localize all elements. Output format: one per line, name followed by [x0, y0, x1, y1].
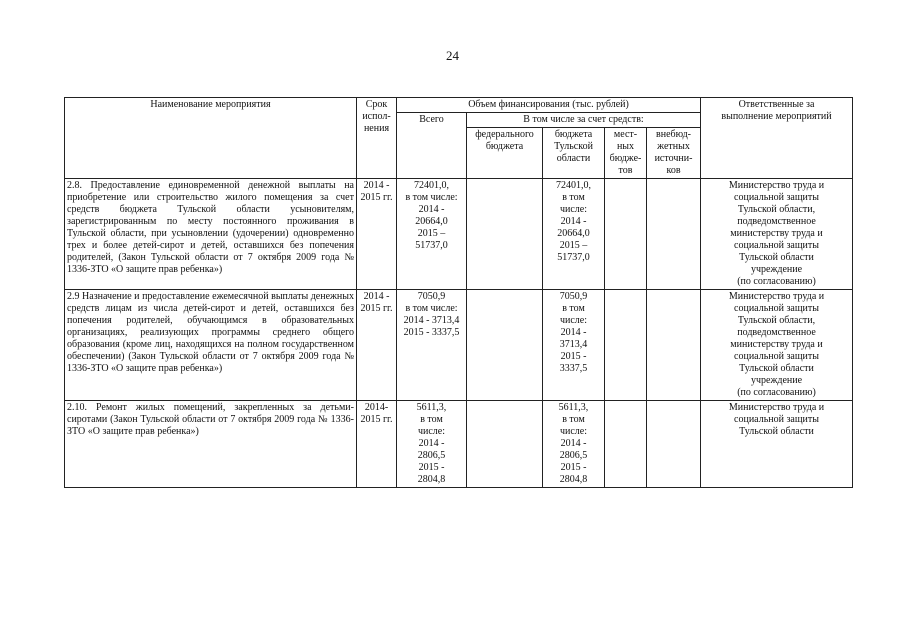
row-local — [605, 290, 647, 401]
page-number: 24 — [446, 48, 459, 63]
row-name: 2.8. Предоставление единовременной денежной выплаты на приобретение или строительство жилого помещения за счет средств бюджета Тульской области усыновителям, зарегистрированным по месту постоянного проживания в Тульской области, при усыновлении (удочерении) одновременно трех и более детей-сирот и детей, оставшихся без попечения родителей, (Закон Тульской области от 7 октября 2009 года № 1336-ЗТО «О защите прав ребенка») — [65, 179, 357, 290]
row-responsible: Министерство труда и социальной защиты Тульской области — [701, 401, 853, 488]
row-offbudget — [647, 290, 701, 401]
row-term: 2014 - 2015 гг. — [357, 290, 397, 401]
financing-table — [64, 97, 853, 488]
header-regional: бюджета Тульской области — [543, 128, 605, 179]
row-federal — [467, 401, 543, 488]
row-total: 72401,0, в том числе: 2014 - 20664,0 2015 – 51737,0 — [397, 179, 467, 290]
header-federal: федерального бюджета — [467, 128, 543, 179]
header-financing: Объем финансирования (тыс. рублей) — [397, 98, 701, 113]
row-name: 2.9 Назначение и предоставление ежемесячной выплаты денежных средств лицам из числа детей-сирот и детей, оставшихся без попечения родителей, обучающимся в образовательных организациях, реализующих программы среднего общего образования (кроме лиц, находящихся на полном государственном обеспечении) (Закон Тульской области от 7 октября 2009 года № 1336-ЗТО «О защите прав ребенка») — [65, 290, 357, 401]
table-row — [65, 179, 853, 290]
row-federal — [467, 179, 543, 290]
row-total: 5611,3, в том числе: 2014 - 2806,5 2015 - 2804,8 — [397, 401, 467, 488]
row-name: 2.10. Ремонт жилых помещений, закрепленных за детьми-сиротами (Закон Тульской области от 7 октября 2009 года № 1336-ЗТО «О защите прав ребенка») — [65, 401, 357, 488]
row-local — [605, 179, 647, 290]
row-federal — [467, 290, 543, 401]
header-term: Срок испол- нения — [357, 98, 397, 179]
table-row — [65, 290, 853, 401]
row-local — [605, 401, 647, 488]
row-responsible: Министерство труда и социальной защиты Тульской области, подведомственное министерству труда и социальной защиты Тульской области учреждение (по согласованию) — [701, 179, 853, 290]
row-regional: 72401,0, в том числе: 2014 - 20664,0 2015 – 51737,0 — [543, 179, 605, 290]
header-name: Наименование мероприятия — [65, 98, 357, 179]
header-including: В том числе за счет средств: — [467, 113, 701, 128]
header-offbudget: внебюд- жетных источни- ков — [647, 128, 701, 179]
header-responsible: Ответственные за выполнение мероприятий — [701, 98, 853, 179]
row-total: 7050,9 в том числе: 2014 - 3713,4 2015 - 3337,5 — [397, 290, 467, 401]
row-term: 2014- 2015 гг. — [357, 401, 397, 488]
header-local: мест- ных бюдже- тов — [605, 128, 647, 179]
header-total: Всего — [397, 113, 467, 179]
row-regional: 5611,3, в том числе: 2014 - 2806,5 2015 - 2804,8 — [543, 401, 605, 488]
row-responsible: Министерство труда и социальной защиты Тульской области, подведомственное министерству труда и социальной защиты Тульской области учреждение (по согласованию) — [701, 290, 853, 401]
table-row — [65, 401, 853, 488]
row-regional: 7050,9 в том числе: 2014 - 3713,4 2015 - 3337,5 — [543, 290, 605, 401]
row-term: 2014 - 2015 гг. — [357, 179, 397, 290]
row-offbudget — [647, 179, 701, 290]
header-row-1 — [65, 98, 853, 113]
row-offbudget — [647, 401, 701, 488]
